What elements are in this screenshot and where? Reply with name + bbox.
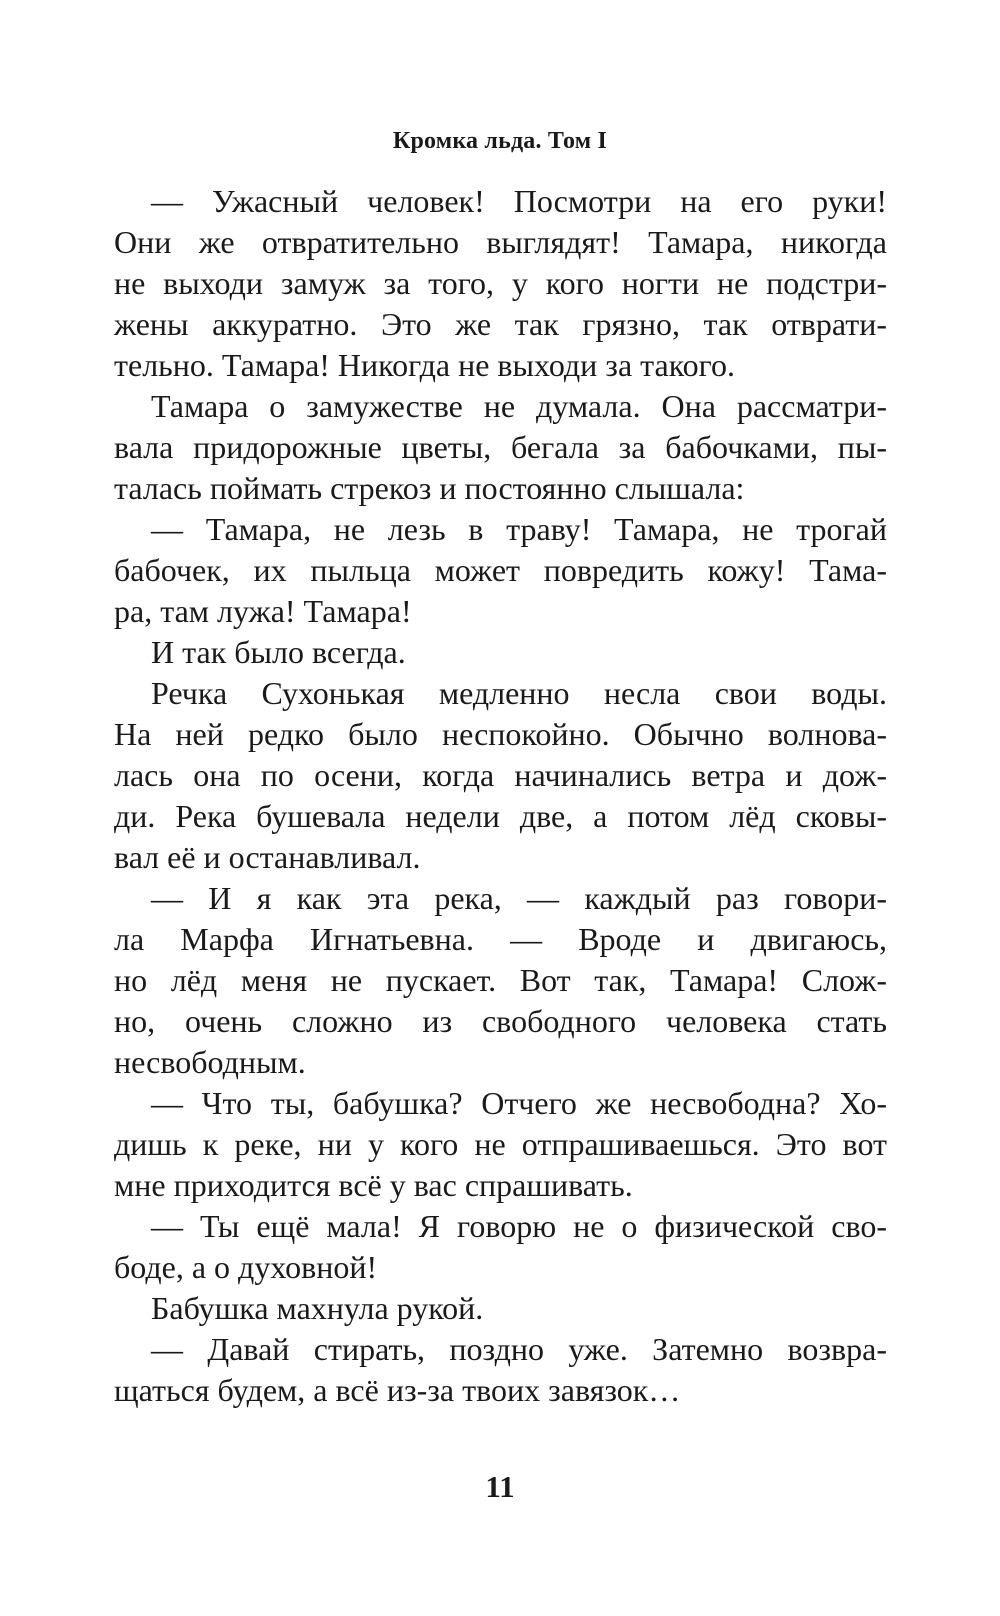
text-line: но, очень сложно из свободного человека стать [114,1003,887,1039]
text-line: — Ужасный человек! Посмотри на его руки! [151,183,887,219]
text-line: щаться будем, а всё из-за твоих завязок… [114,1372,681,1408]
text-line: ра, там лужа! Тамара! [114,593,412,629]
text-line: дишь к реке, ни у кого не отпрашиваешься. Это вот [114,1126,887,1162]
text-line: Бабушка махнула рукой. [151,1290,484,1326]
text-line: бабочек, их пыльца может повредить кожу! Тама- [114,552,887,588]
text-line: Тамара о замужестве не думала. Она рассматри- [151,388,887,424]
page-number: 11 [485,1469,515,1504]
text-line: жены аккуратно. Это же так грязно, так отврати- [114,306,887,342]
text-line: вал её и останавливал. [114,839,421,875]
text-line: лась она по осени, когда начинались ветра и дож- [114,757,887,793]
running-head-title: Кромка льда. Том I [392,128,608,154]
text-line: — Что ты, бабушка? Отчего же несвободна? Хо- [151,1085,887,1121]
text-line: не выходи замуж за того, у кого ногти не подстри- [114,265,887,301]
text-line: На ней редко было неспокойно. Обычно волнова- [114,716,887,752]
text-line: — Давай стирать, поздно уже. Затемно возвра- [151,1331,887,1367]
text-line: тельно. Тамара! Никогда не выходи за такого. [114,347,735,383]
text-line: ди. Река бушевала недели две, а потом лёд сковы- [114,798,887,834]
text-line: ла Марфа Игнатьевна. — Вроде и двигаюсь, [114,921,887,957]
text-line: несвободным. [114,1044,306,1080]
text-line: — Тамара, не лезь в траву! Тамара, не трогай [151,511,887,547]
text-line: — Ты ещё мала! Я говорю не о физической сво- [151,1208,887,1244]
text-line: но лёд меня не пускает. Вот так, Тамара! Слож- [114,962,887,998]
text-line: мне приходится всё у вас спрашивать. [114,1167,633,1203]
text-line: И так было всегда. [151,634,406,670]
text-line: талась поймать стрекоз и постоянно слышала: [114,470,745,506]
text-line: Речка Сухонькая медленно несла свои воды. [151,675,887,711]
text-line: — И я как эта река, — каждый раз говори- [151,880,887,916]
text-line: Они же отвратительно выглядят! Тамара, никогда [114,224,887,260]
text-line: вала придорожные цветы, бегала за бабочками, пы- [114,429,887,465]
body-text [114,181,887,1411]
text-line: боде, а о духовной! [114,1249,378,1285]
